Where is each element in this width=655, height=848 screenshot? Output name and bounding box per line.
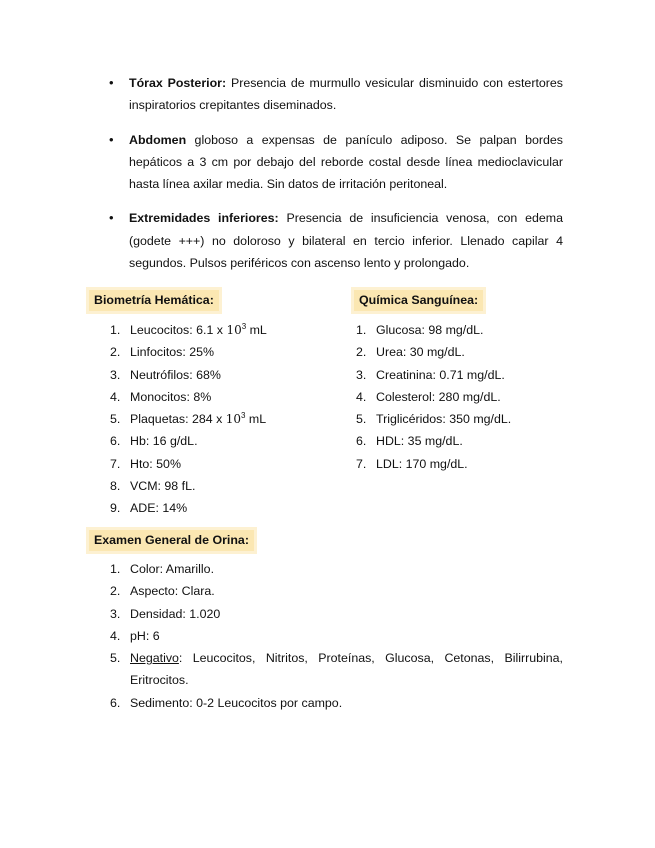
item-text: Sedimento: 0-2 Leucocitos por campo.	[130, 695, 343, 710]
underlined-label: Negativo	[130, 651, 179, 666]
item-text: ADE: 14%	[130, 501, 188, 516]
list-item	[110, 430, 267, 452]
list-item	[356, 341, 511, 363]
list-item	[356, 319, 511, 341]
list-number: 1.	[110, 323, 121, 337]
list-item	[110, 341, 267, 363]
quimica-title: Química Sanguínea:	[351, 287, 486, 314]
list-number: 6.	[110, 695, 121, 710]
item-text: pH: 6	[130, 628, 160, 643]
exam-text: Presencia de murmullo vesicular disminuido con estertores inspiratorios crepitantes diseminados.	[129, 76, 563, 113]
exam-text: globoso a expensas de panículo adiposo. Se palpan bordes hepáticos a 3 cm por debajo del reborde costal desde línea medioclavicular hasta línea axilar media. Sin datos de irritación peritoneal.	[129, 132, 563, 192]
exam-label: Extremidades inferiores:	[129, 211, 279, 226]
list-number: 6.	[356, 434, 367, 449]
list-item	[110, 603, 563, 625]
power-exponent: 3	[241, 322, 247, 331]
list-item	[110, 647, 563, 692]
power-exponent: 3	[241, 411, 246, 421]
list-item	[110, 625, 563, 647]
list-item	[356, 430, 511, 452]
power-base: 10	[225, 412, 242, 427]
exam-text: Presencia de insuficiencia venosa, con edema (godete +++) no doloroso y bilateral en tercio inferior. Llenado capilar 4 segundos. Pulsos periféricos con ascenso lento y prolongado.	[129, 211, 563, 271]
item-text: Hto: 50%	[130, 456, 181, 471]
item-text: LDL: 170 mg/dL.	[376, 456, 468, 471]
list-number: 3.	[110, 606, 121, 621]
item-text: Hb: 16 g/dL.	[130, 434, 198, 449]
orina-list	[110, 558, 563, 714]
list-number: 7.	[110, 456, 121, 471]
item-text: Glucosa: 98 mg/dL.	[376, 323, 484, 337]
list-number: 4.	[110, 628, 121, 643]
item-text: HDL: 35 mg/dL.	[376, 434, 463, 449]
list-item	[356, 408, 511, 430]
item-text: Neutrófilos: 68%	[130, 367, 221, 382]
list-number: 3.	[356, 367, 367, 382]
unit-text: mL	[246, 323, 267, 337]
item-text: Triglicéridos: 350 mg/dL.	[376, 412, 512, 427]
list-number: 1.	[356, 323, 367, 337]
list-item	[356, 386, 511, 408]
item-text: Aspecto: Clara.	[130, 584, 215, 599]
item-text: Color: Amarillo.	[130, 562, 215, 576]
list-number: 9.	[110, 501, 121, 516]
list-number: 5.	[110, 412, 121, 427]
list-item	[356, 453, 511, 475]
item-text: Linfocitos: 25%	[130, 345, 215, 360]
list-item	[110, 475, 267, 497]
list-number: 8.	[110, 479, 121, 494]
power-base: 10	[226, 323, 242, 337]
list-item	[110, 692, 563, 714]
list-number: 5.	[356, 412, 367, 427]
list-number: 1.	[110, 562, 121, 576]
item-text: Colesterol: 280 mg/dL.	[376, 389, 501, 404]
physical-exam-list	[109, 72, 563, 286]
unit-text: mL	[245, 412, 267, 427]
item-text: Densidad: 1.020	[130, 606, 221, 621]
list-number: 2.	[110, 584, 121, 599]
list-number: 4.	[356, 389, 367, 404]
exam-label: Abdomen	[129, 132, 187, 147]
biometria-title: Biometría Hemática:	[86, 287, 222, 314]
list-number: 2.	[110, 345, 121, 360]
list-number: 6.	[110, 434, 121, 449]
list-item	[110, 364, 267, 386]
item-text: Leucocitos: 6.1 x	[130, 323, 227, 337]
exam-item-abdomen	[109, 129, 563, 196]
list-number: 2.	[356, 345, 367, 360]
item-text: VCM: 98 fL.	[130, 479, 196, 494]
list-item	[110, 408, 267, 430]
list-item	[110, 580, 563, 602]
list-number: 7.	[356, 456, 367, 471]
exam-label: Tórax Posterior:	[129, 76, 227, 90]
item-text: Creatinina: 0.71 mg/dL.	[376, 367, 505, 382]
orina-title: Examen General de Orina:	[86, 527, 257, 554]
item-text: Urea: 30 mg/dL.	[376, 345, 465, 360]
biometria-list	[110, 319, 267, 520]
list-item	[110, 497, 267, 519]
item-text: : Leucocitos, Nitritos, Proteínas, Glucosa, Cetonas, Bilirrubina, Eritrocitos.	[130, 651, 563, 688]
list-number: 5.	[110, 651, 121, 666]
quimica-list	[356, 319, 511, 475]
item-text: Plaquetas: 284 x	[130, 412, 226, 427]
item-text: Monocitos: 8%	[130, 389, 212, 404]
list-number: 3.	[110, 367, 121, 382]
list-item	[110, 453, 267, 475]
list-item	[110, 319, 267, 341]
list-item	[356, 364, 511, 386]
exam-item-torax	[109, 72, 563, 117]
list-item	[110, 386, 267, 408]
exam-item-extremidades	[109, 207, 563, 274]
list-item	[110, 558, 563, 580]
list-number: 4.	[110, 389, 121, 404]
